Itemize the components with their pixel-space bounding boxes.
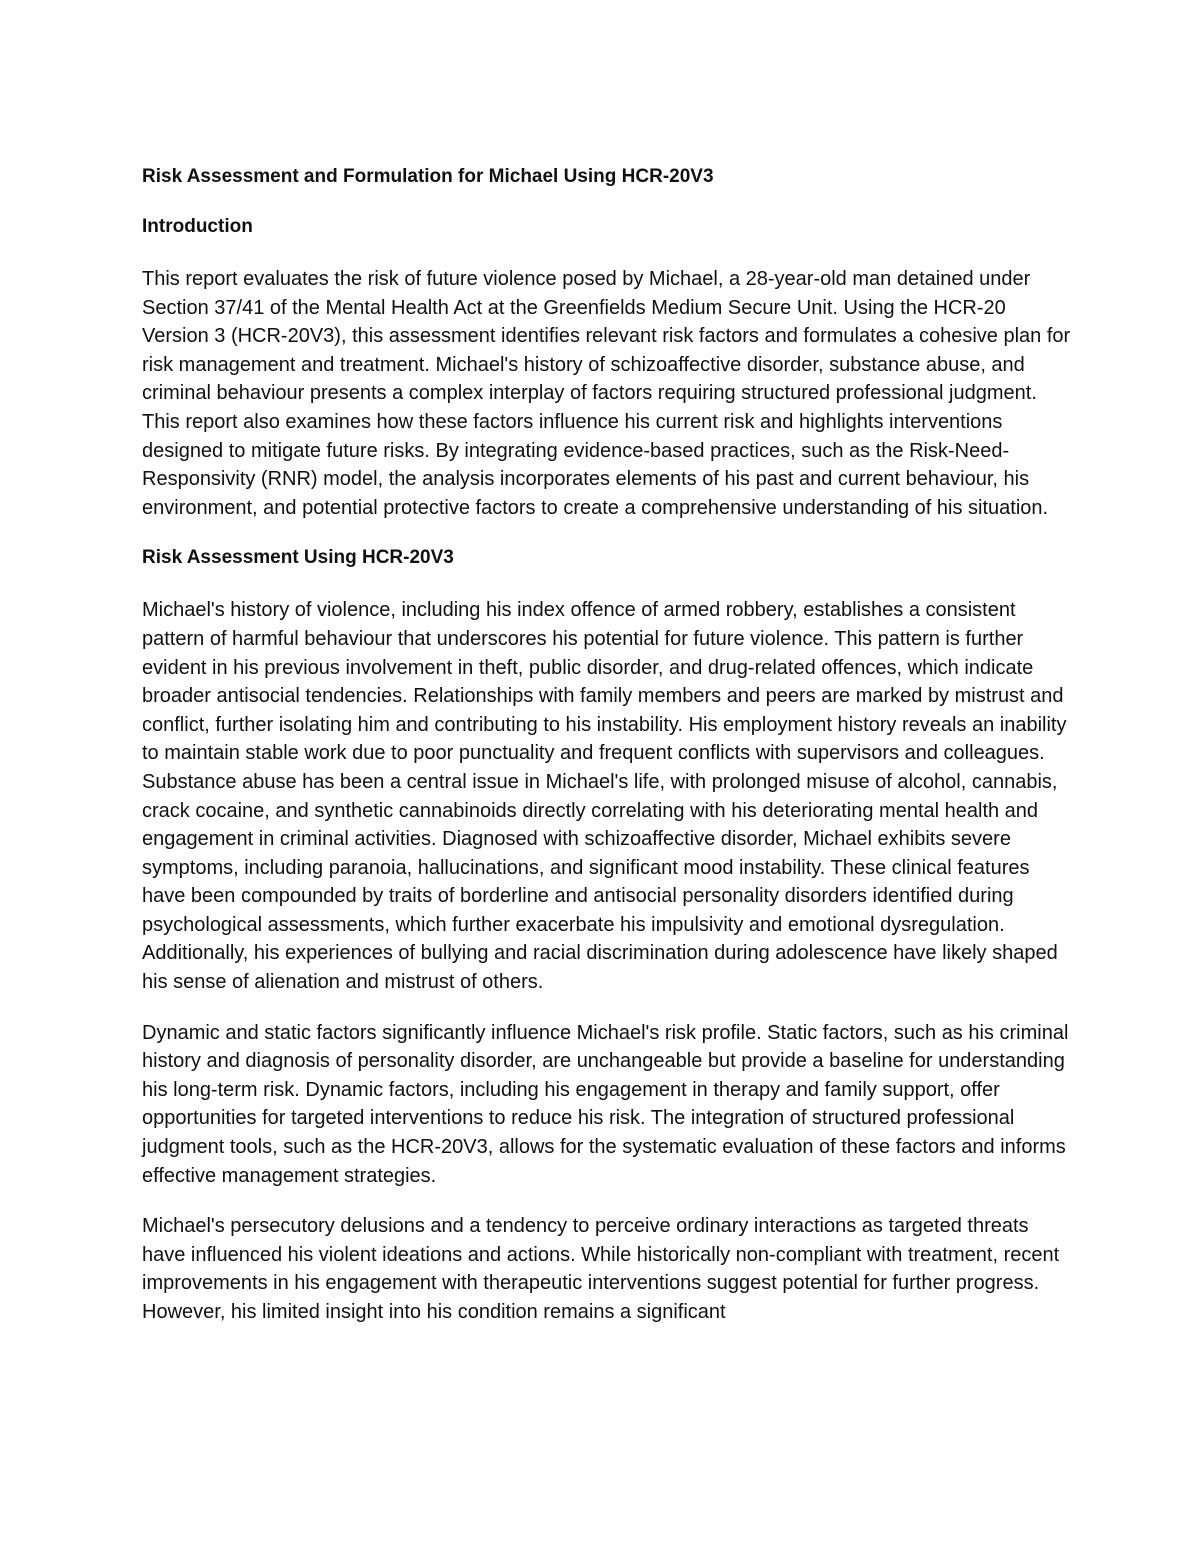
paragraph: Dynamic and static factors significantly influence Michael's risk profile. Static factors, such as his criminal history and diagnosis of personality disorder, are unchangeable but provide a baseline for understanding his long-term risk. Dynamic factors, including his engagement in therapy and family support, offer opportunities for targeted interventions to reduce his risk. The integration of structured professional judgment tools, such as the HCR-20V3, allows for the systematic evaluation of these factors and informs effective management strategies. <box>142 1021 1069 1187</box>
paragraph: This report evaluates the risk of future violence posed by Michael, a 28-year-old man detained under Section 37/41 of the Mental Health Act at the Greenfields Medium Secure Unit. Using the HCR-20 Version 3 (HCR-20V3), this assessment identifies relevant risk factors and formulates a cohesive plan for risk management and treatment. Michael's history of schizoaffective disorder, substance abuse, and criminal behaviour presents a complex interplay of factors requiring structured professional judgment. This report also examines how these factors influence his current risk and highlights interventions designed to mitigate future risks. By integrating evidence-based practices, such as the Risk-Need-Responsivity (RNR) model, the analysis incorporates elements of his past and current behaviour, his environment, and potential protective factors to create a comprehensive understanding of his situation. <box>142 268 1071 519</box>
paragraph: Michael's persecutory delusions and a tendency to perceive ordinary interactions as targeted threats have influenced his violent ideations and actions. While historically non-compliant with treatment, recent improvements in his engagement with therapeutic interventions suggest potential for further progress. However, his limited insight into his condition remains a significant <box>142 1215 1060 1323</box>
section-heading-introduction: Introduction <box>142 216 253 237</box>
paragraph: Michael's history of violence, including his index offence of armed robbery, establishes a consistent pattern of harmful behaviour that underscores his potential for future violence. This pattern is further evident in his previous involvement in theft, public disorder, and drug-related offences, which indicate broader antisocial tendencies. Relationships with family members and peers are marked by mistrust and conflict, further isolating him and contributing to his instability. His employment history reveals an inability to maintain stable work due to poor punctuality and frequent conflicts with supervisors and colleagues. Substance abuse has been a central issue in Michael's life, with prolonged misuse of alcohol, cannabis, crack cocaine, and synthetic cannabinoids directly correlating with his deteriorating mental health and engagement in criminal activities. Diagnosed with schizoaffective disorder, Michael exhibits severe symptoms, including paranoia, hallucinations, and significant mood instability. These clinical features have been compounded by traits of borderline and antisocial personality disorders identified during psychological assessments, which further exacerbate his impulsivity and emotional dysregulation. Additionally, his experiences of bullying and racial discrimination during adolescence have likely shaped his sense of alienation and mistrust of others. <box>142 599 1067 994</box>
section-heading-risk-assessment: Risk Assessment Using HCR-20V3 <box>142 547 454 569</box>
document-title: Risk Assessment and Formulation for Michael Using HCR-20V3 <box>142 166 714 187</box>
document-body <box>142 163 1072 1349</box>
